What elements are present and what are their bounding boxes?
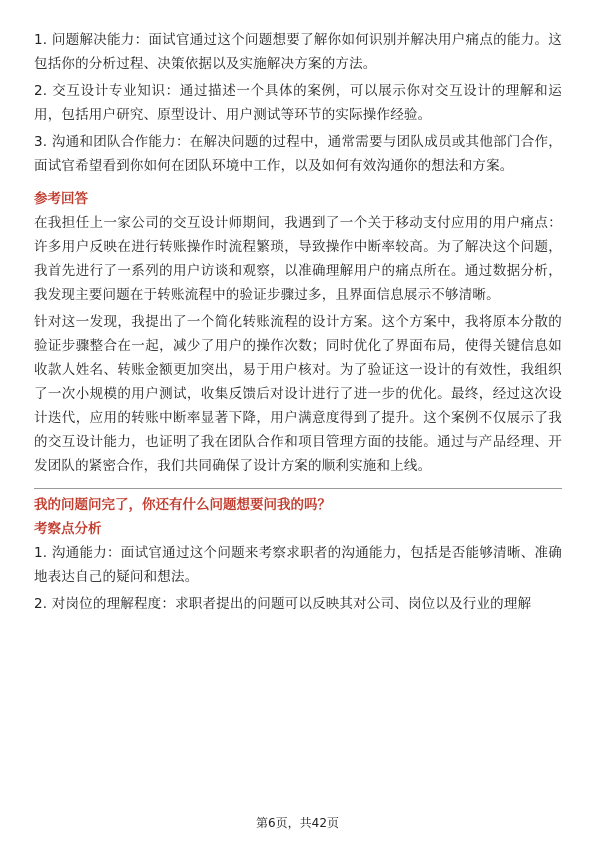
reference-answer-section (34, 187, 562, 478)
analysis-item: 2. 交互设计专业知识：通过描述一个具体的案例，可以展示你对交互设计的理解和运用，包括用户研究、原型设计、用户测试等环节的实际操作经验。 (34, 83, 562, 123)
analysis-item: 3. 沟通和团队合作能力：在解决问题的过程中，通常需要与团队成员或其他部门合作，面试官希望看到你如何在团队环境中工作，以及如何有效沟通你的想法和方案。 (34, 134, 562, 174)
page-content (34, 28, 562, 619)
page-number: 第6页，共42页 (256, 816, 339, 830)
question-title: 我的问题问完了，你还有什么问题想要问我的吗？ (34, 497, 331, 513)
analysis-item: 2. 对岗位的理解程度：求职者提出的问题可以反映其对公司、岗位以及行业的理解 (34, 596, 532, 612)
analysis-list (34, 28, 562, 178)
analysis-item: 1. 问题解决能力：面试官通过这个问题想要了解你如何识别并解决用户痛点的能力。这包括你的分析过程、决策依据以及实施解决方案的方法。 (34, 32, 562, 72)
section-divider (34, 488, 562, 489)
next-question-section (34, 493, 562, 616)
answer-paragraph: 针对这一发现，我提出了一个简化转账流程的设计方案。这个方案中，我将原本分散的验证步骤整合在一起，减少了用户的操作次数；同时优化了界面布局，使得关键信息如收款人姓名、转账金额更加突出，易于用户核对。为了验证这一设计的有效性，我组织了一次小规模的用户测试，收集反馈后对设计进行了进一步的优化。最终，经过这次设计迭代，应用的转账中断率显著下降，用户满意度得到了提升。这个案例不仅展示了我的交互设计能力，也证明了我在团队合作和项目管理方面的技能。通过与产品经理、开发团队的紧密合作，我们共同确保了设计方案的顺利实施和上线。 (34, 314, 562, 474)
reference-answer-label: 参考回答 (34, 191, 88, 207)
answer-paragraph: 在我担任上一家公司的交互设计师期间，我遇到了一个关于移动支付应用的用户痛点：许多用户反映在进行转账操作时流程繁琐，导致操作中断率较高。为了解决这个问题，我首先进行了一系列的用户访谈和观察，以准确理解用户的痛点所在。通过数据分析，我发现主要问题在于转账流程中的验证步骤过多，且界面信息展示不够清晰。 (34, 215, 562, 303)
analysis-label: 考察点分析 (34, 521, 102, 537)
analysis-item: 1. 沟通能力：面试官通过这个问题来考察求职者的沟通能力，包括是否能够清晰、准确地表达自己的疑问和想法。 (34, 545, 562, 585)
